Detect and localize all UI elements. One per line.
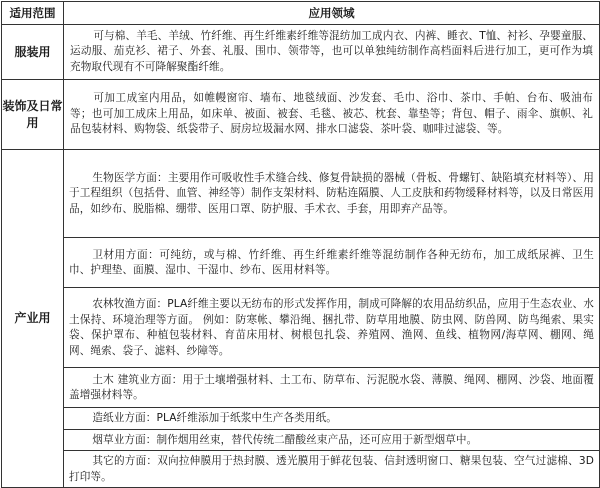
sub-tobacco — [64, 429, 600, 451]
paragraph: 生物医学方面：主要用作可吸收性手术缝合线、修复骨缺损的器械（骨板、骨螺钉、缺陷填充材料等）、用于工程组织（包括骨、血管、神经等）制作支架材料、防粘连隔膜、人工皮肤和药物缓释材料等，以及日常医用品，如纱布、脱脂棉、绷带、医用口罩、防护服、手术衣、手套，用即弃产品等。 — [69, 171, 594, 215]
paragraph: 造纸业方面：PLA纤维添加于纸浆中生产各类用纸。 — [92, 412, 337, 424]
sub-paper — [64, 408, 600, 430]
sub-biomedical — [64, 150, 600, 238]
paragraph: 土木 建筑业方面：用于土壤增强材料、土工布、防草布、污泥脱水袋、薄膜、绳网、棚网、沙袋、地面覆盖增强材料等。 — [69, 373, 594, 401]
paragraph: 可加工成室内用品，如帷幔窗帘、墙布、地毯绒面、沙发套、毛巾、浴巾、茶巾、手帕、台布、吸油布等；也可加工成床上用品，如床单、被面、被套、毛毯、被芯、枕套、靠垫等；背包、帽子、雨伞、旗帜、礼品包装材料、购物袋、纸袋带子、厨房垃圾漏水网、排水口滤袋、茶叶袋、咖啡过滤袋、等。 — [70, 92, 593, 136]
paragraph: 卫材用方面：可纯纺，或与棉、竹纤维、再生纤维素纤维等混纺制作各种无纺布，加工成纸尿裤、卫生巾、护理垫、面膜、湿巾、干湿巾、纱布、医用材料等。 — [69, 248, 594, 276]
paragraph: 农林牧渔方面：PLA纤维主要以无纺布的形式发挥作用，制成可降解的农用品纺织品，应用于生态农业、水土保持、环境治理等方面。 例如：防寒帐、攀沿绳、捆扎带、防草用地膜、防虫网、防兽网、防鸟绳索、果实袋、保护罩布、种植包装材料、育苗床用材、树根包扎袋、养殖网、渔网、鱼线、植物网/海草网、棚网、绳网、绳索、袋子、滤料、纱障等。 — [69, 298, 594, 357]
sub-construction — [64, 368, 600, 408]
table-row — [2, 150, 600, 238]
row-content-decoration — [64, 80, 600, 150]
header-scope: 适用范围 — [2, 2, 64, 25]
table-row — [2, 238, 600, 288]
sub-other — [64, 451, 600, 488]
paragraph: 可与棉、羊毛、羊绒、竹纤维、再生纤维素纤维等混纺加工成内衣、内裤、睡衣、T恤、衬衫、孕婴童服、运动服、茄克衫、裙子、外套、礼服、围巾、领带等，也可以单独纯纺制作高档面料后进行加工，更可作为填充物取代现有不可降解聚酯纤维。 — [70, 29, 593, 73]
paragraph: 烟草业方面：制作烟用丝束，替代传统二醋酸丝束产品，还可应用于新型烟草中。 — [92, 433, 478, 446]
paragraph: 其它的方面：双向拉伸膜用于热封膜、透光膜用于鲜花包装、信封透明窗口、糖果包装、空气过滤棉、3D打印等。 — [69, 455, 594, 483]
table-row — [2, 429, 600, 451]
table-row — [2, 368, 600, 408]
table-header-row — [2, 2, 600, 25]
category-apparel: 服装用 — [2, 25, 64, 80]
table-row — [2, 408, 600, 430]
header-field: 应用领域 — [64, 2, 600, 25]
category-industrial: 产业用 — [2, 150, 64, 488]
table-row — [2, 80, 600, 150]
sub-agriculture — [64, 288, 600, 368]
application-table — [1, 1, 600, 488]
table-row — [2, 288, 600, 368]
category-decoration: 装饰及日常用 — [2, 80, 64, 150]
table-row — [2, 451, 600, 488]
row-content-apparel — [64, 25, 600, 80]
table-row — [2, 25, 600, 80]
sub-hygiene — [64, 238, 600, 288]
